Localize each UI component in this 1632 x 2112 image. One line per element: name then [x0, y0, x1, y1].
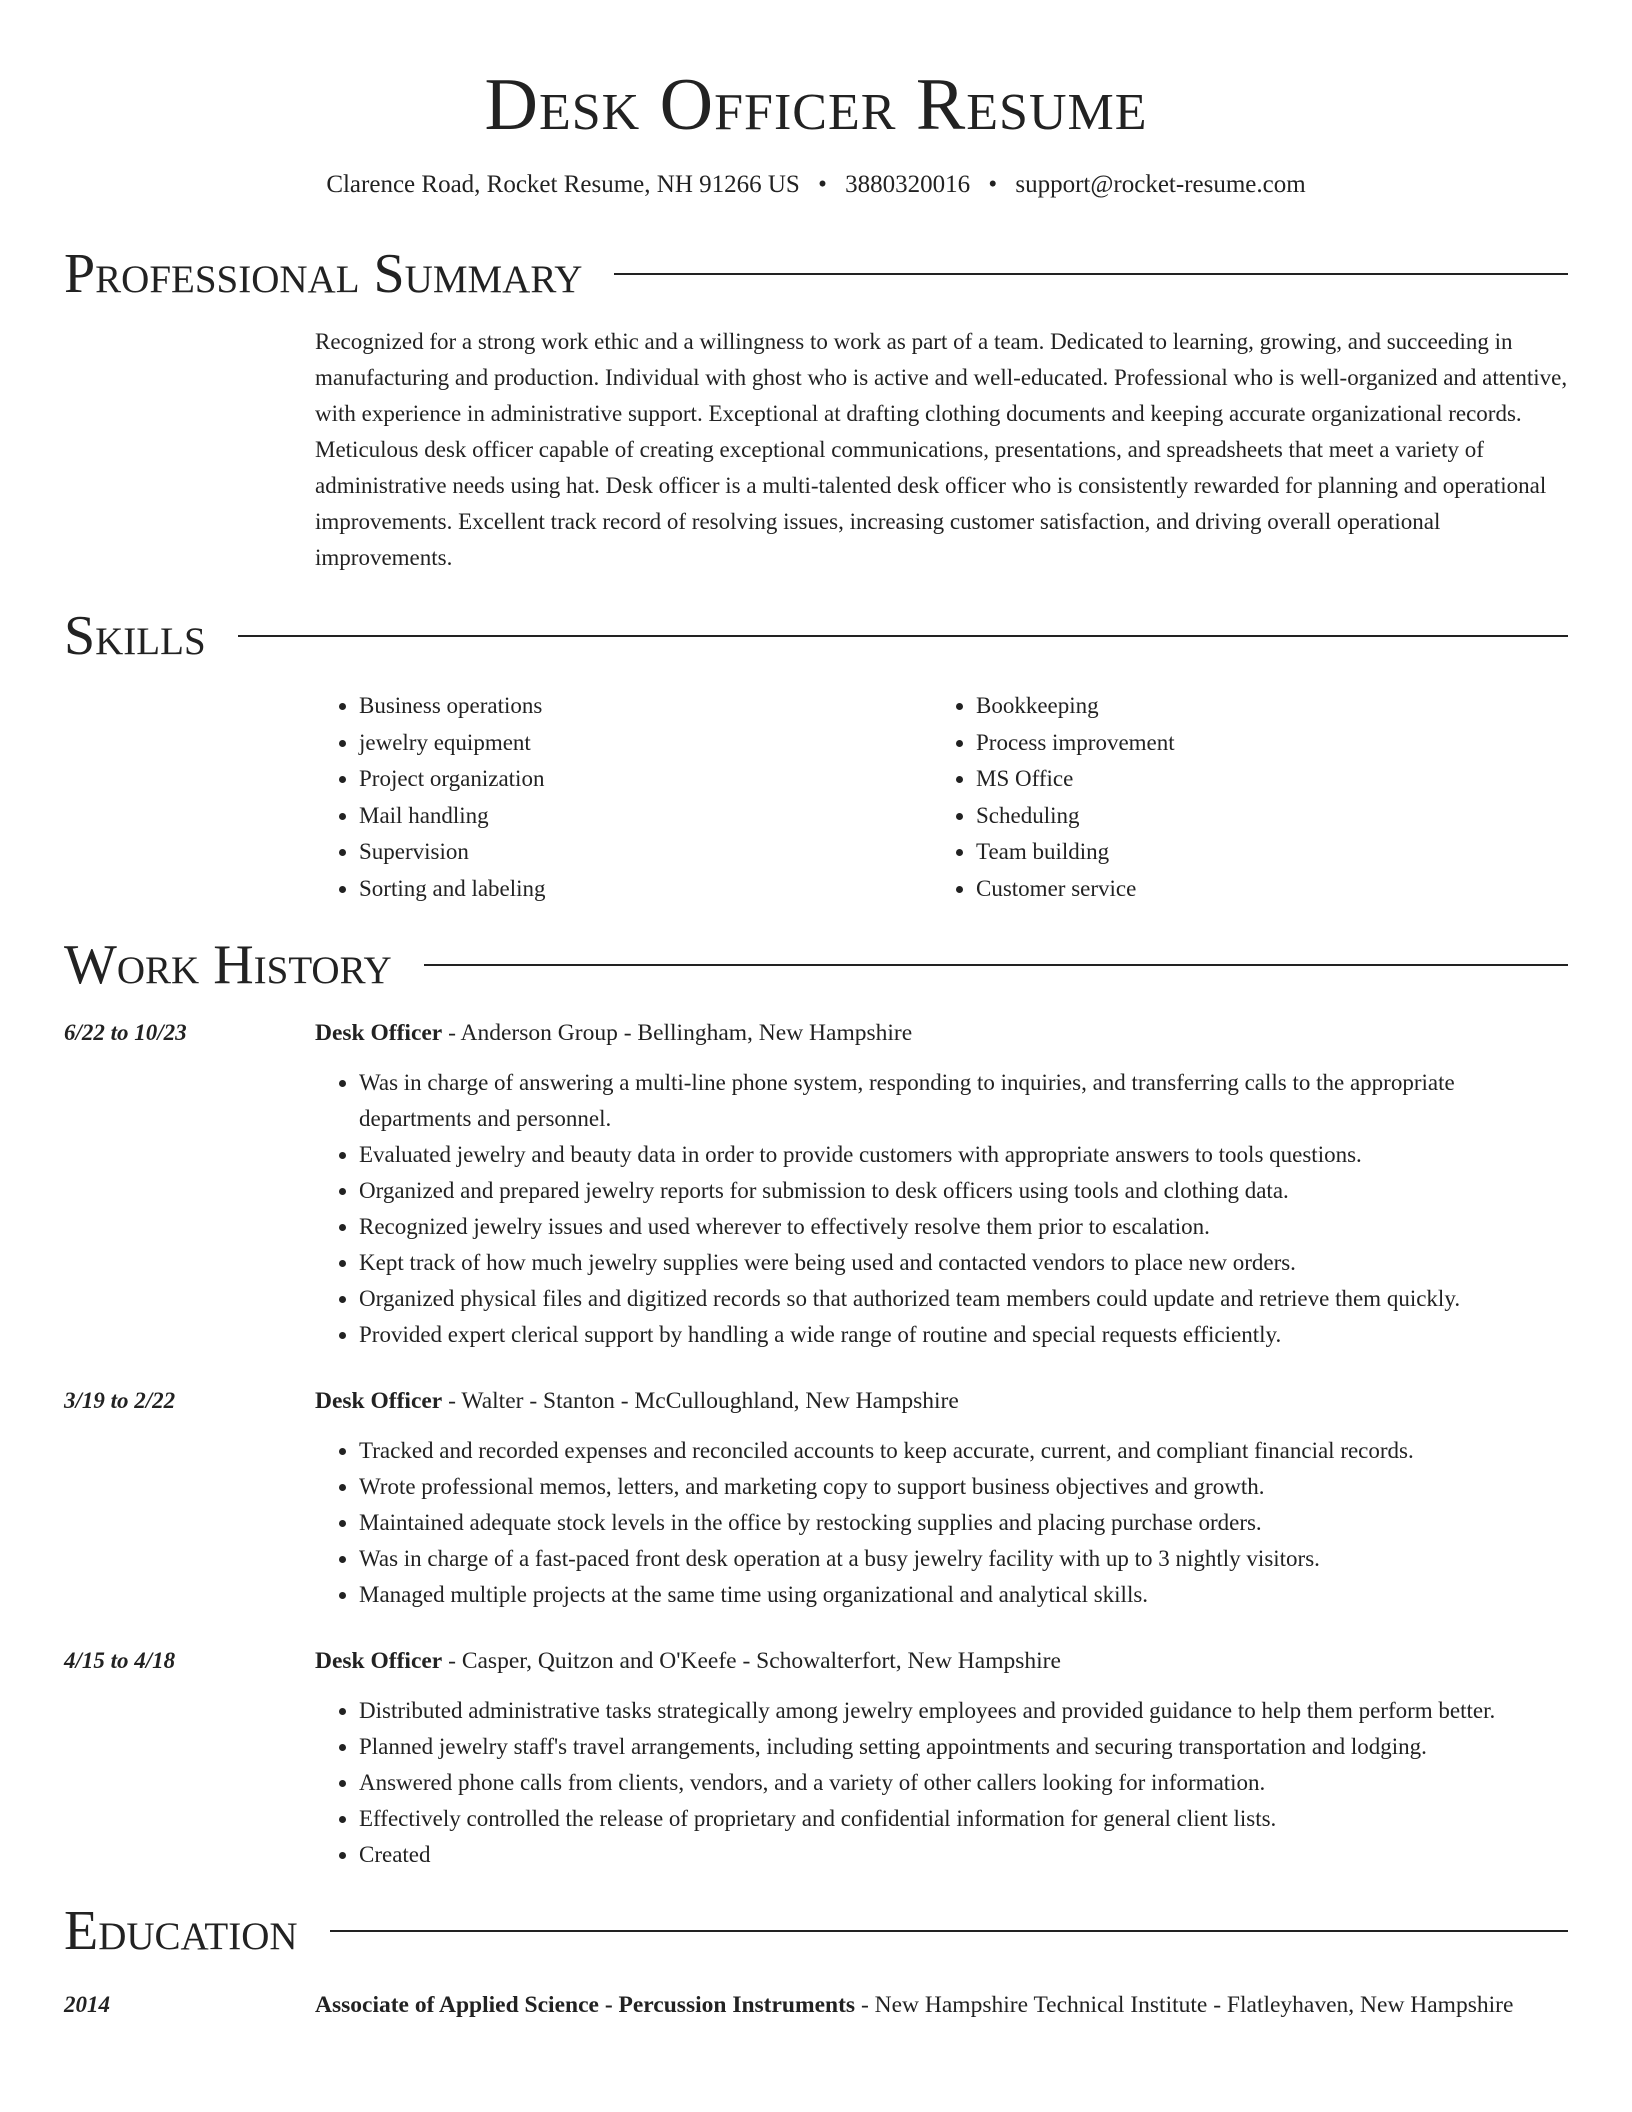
skills-column-left: [315, 688, 932, 907]
resume-page: [64, 0, 1568, 2023]
skills-list: [315, 688, 1568, 907]
skill-item: • Team building: [976, 834, 1549, 871]
job-bullet: • Distributed administrative tasks strategically among jewelry employees and provided guidance to help them perform better.: [359, 1693, 1568, 1729]
job-bullet: • Planned jewelry staff's travel arrangements, including setting appointments and securing transportation and lodging.: [359, 1729, 1568, 1765]
skills-section-header: [64, 604, 1568, 668]
job-body: [315, 1015, 1568, 1353]
section-divider: [330, 1930, 1568, 1932]
resume-title: Desk Officer Resume: [484, 64, 1148, 146]
skill-item: • Supervision: [359, 834, 932, 871]
education-section-header: [64, 1899, 1568, 1963]
skill-item: • Process improvement: [976, 725, 1549, 762]
job-details: - Anderson Group - Bellingham, New Hampshire: [442, 1020, 913, 1046]
job-dates: 4/15 to 4/18: [64, 1648, 176, 1673]
summary-heading: Professional Summary: [64, 243, 583, 305]
job-header: [315, 1015, 1568, 1051]
job-bullet: • Was in charge of a fast-paced front desk operation at a busy jewelry facility with up to 3 nightly visitors.: [359, 1541, 1568, 1577]
contact-address: Clarence Road, Rocket Resume, NH 91266 US: [326, 171, 800, 198]
skills-column-right: [932, 688, 1549, 907]
job-title: Desk Officer: [315, 1648, 443, 1674]
summary-text: Recognized for a strong work ethic and a willingness to work as part of a team. Dedicated to learning, growing, and succeeding in manufacturing and production. Individual with ghost who is active and well-educated. Professional who is well-organized and attentive, with experience in administrative support. Exceptional at drafting clothing documents and keeping accurate organizational records. Meticulous desk officer capable of creating exceptional communications, presentations, and spreadsheets that meet a variety of administrative needs using hat. Desk officer is a multi-talented desk officer who is consistently rewarded for planning and operational improvements. Excellent track record of resolving issues, increasing customer satisfaction, and driving overall operational improvements.: [315, 329, 1568, 570]
job-bullets: [315, 1693, 1568, 1873]
skill-item: • Customer service: [976, 871, 1549, 908]
job-dates: 3/19 to 2/22: [64, 1388, 176, 1413]
job-body: [315, 1383, 1568, 1613]
contact-line: [64, 168, 1568, 202]
skill-item: • MS Office: [976, 761, 1549, 798]
skills-heading: Skills: [64, 605, 206, 667]
education-degree: Associate of Applied Science - Percussion Instruments: [315, 1992, 856, 2018]
education-entry: [64, 1987, 1568, 2023]
job-title: Desk Officer: [315, 1388, 443, 1414]
job-bullets: [315, 1065, 1568, 1353]
job-bullet: • Answered phone calls from clients, vendors, and a variety of other callers looking for information.: [359, 1765, 1568, 1801]
job-header: [315, 1643, 1568, 1679]
section-divider: [614, 273, 1568, 275]
job-bullet: • Was in charge of answering a multi-line phone system, responding to inquiries, and transferring calls to the appropriate departments and personnel.: [359, 1065, 1568, 1137]
job-header: [315, 1383, 1568, 1419]
job-bullet: • Kept track of how much jewelry supplies were being used and contacted vendors to place new orders.: [359, 1245, 1568, 1281]
contact-email: support@rocket-resume.com: [1015, 171, 1306, 198]
job-body: [315, 1643, 1568, 1873]
contact-phone: 3880320016: [845, 171, 971, 198]
job-bullet: • Organized physical files and digitized records so that authorized team members could update and retrieve them quickly.: [359, 1281, 1568, 1317]
job-details: - Casper, Quitzon and O'Keefe - Schowalterfort, New Hampshire: [442, 1648, 1061, 1674]
job-entry: [64, 1383, 1568, 1613]
job-bullet: • Evaluated jewelry and beauty data in order to provide customers with appropriate answers to tools questions.: [359, 1137, 1568, 1173]
section-divider: [238, 635, 1568, 637]
education-header: [315, 1987, 1568, 2023]
skill-item: • Sorting and labeling: [359, 871, 932, 908]
job-bullet: • Wrote professional memos, letters, and marketing copy to support business objectives and growth.: [359, 1469, 1568, 1505]
contact-separator: •: [988, 171, 998, 198]
skill-item: • jewelry equipment: [359, 725, 932, 762]
skill-item: • Mail handling: [359, 798, 932, 835]
job-bullet: • Effectively controlled the release of proprietary and confidential information for general client lists.: [359, 1801, 1568, 1837]
contact-separator: •: [818, 171, 827, 198]
work-section-header: [64, 933, 1568, 997]
job-entry: [64, 1643, 1568, 1873]
job-bullet: • Maintained adequate stock levels in the office by restocking supplies and placing purchase orders.: [359, 1505, 1568, 1541]
skill-item: • Bookkeeping: [976, 688, 1549, 725]
education-details: - New Hampshire Technical Institute - Flatleyhaven, New Hampshire: [855, 1992, 1514, 2018]
job-entry: [64, 1015, 1568, 1353]
job-bullet: • Tracked and recorded expenses and reconciled accounts to keep accurate, current, and compliant financial records.: [359, 1433, 1568, 1469]
job-bullet: • Organized and prepared jewelry reports for submission to desk officers using tools and clothing data.: [359, 1173, 1568, 1209]
job-bullet: • Recognized jewelry issues and used wherever to effectively resolve them prior to escalation.: [359, 1209, 1568, 1245]
education-heading: Education: [64, 1900, 298, 1962]
skill-item: • Scheduling: [976, 798, 1549, 835]
work-heading: Work History: [64, 934, 392, 996]
education-year: 2014: [64, 1992, 110, 2017]
education-body: [315, 1987, 1568, 2023]
job-dates: 6/22 to 10/23: [64, 1020, 187, 1045]
job-details: - Walter - Stanton - McCulloughland, New Hampshire: [442, 1388, 959, 1414]
job-title: Desk Officer: [315, 1020, 443, 1046]
job-bullets: [315, 1433, 1568, 1613]
job-bullet: • Provided expert clerical support by handling a wide range of routine and special requests efficiently.: [359, 1317, 1568, 1353]
summary-section-header: [64, 242, 1568, 306]
section-divider: [424, 964, 1568, 966]
job-bullet: • Created: [359, 1837, 1568, 1873]
job-bullet: • Managed multiple projects at the same time using organizational and analytical skills.: [359, 1577, 1568, 1613]
skill-item: • Project organization: [359, 761, 932, 798]
skill-item: • Business operations: [359, 688, 932, 725]
